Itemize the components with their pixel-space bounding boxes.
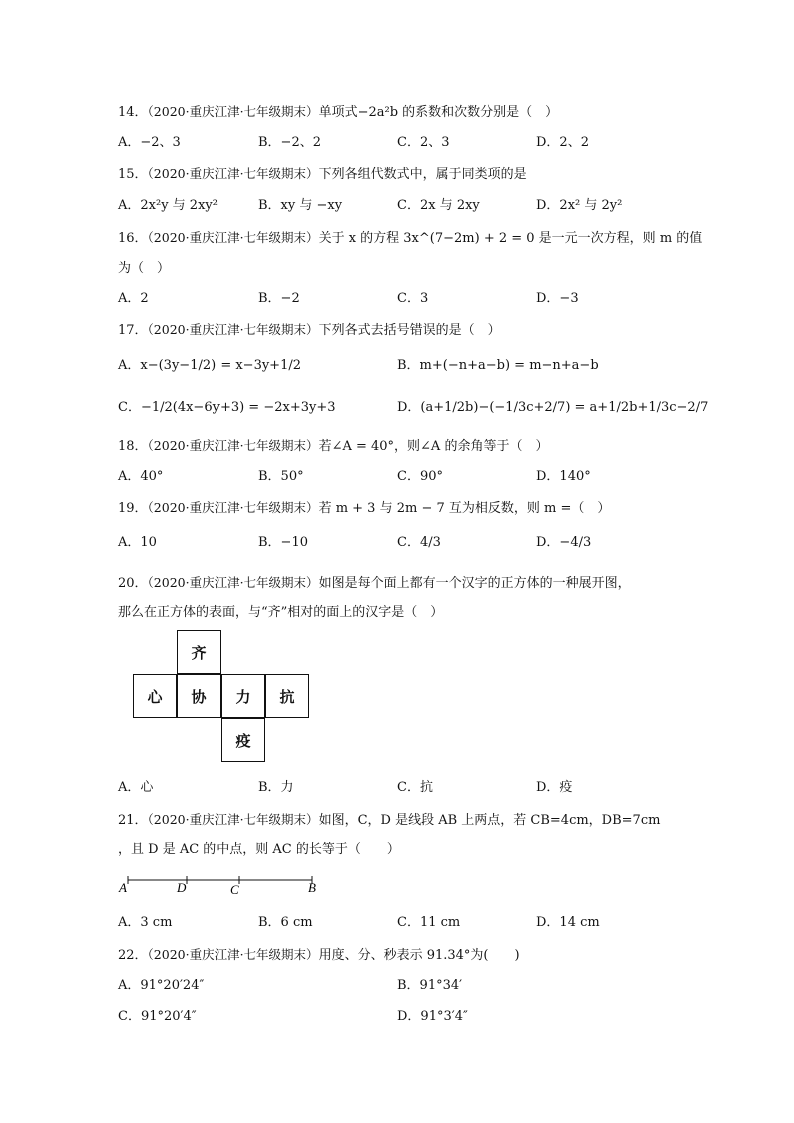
cube-face-top: 齐 — [177, 630, 221, 674]
question-source: （2020·重庆江津·七年级期末） — [147, 438, 319, 453]
option-a: A．2x²y 与 2xy² — [118, 198, 218, 213]
question-source: （2020·重庆江津·七年级期末） — [147, 166, 319, 181]
option-c: C．−1/2(4x−6y+3) = −2x+3y+3 — [118, 400, 336, 415]
question-number: 15． — [118, 167, 148, 182]
question-stem: 关于 x 的方程 3x^(7−2m) + 2 = 0 是一元一次方程，则 m 的值 — [318, 231, 703, 246]
question-number: 21． — [118, 813, 148, 828]
question-source: （2020·重庆江津·七年级期末） — [147, 500, 319, 515]
question-number: 18． — [118, 439, 148, 454]
question-source: （2020·重庆江津·七年级期末） — [147, 812, 319, 827]
question-stem: 若 m + 3 与 2m − 7 互为相反数，则 m =（ ） — [318, 501, 611, 516]
question-number: 14． — [118, 105, 148, 120]
question-source: （2020·重庆江津·七年级期末） — [147, 104, 319, 119]
question-18 — [118, 437, 548, 456]
question-15 — [118, 165, 527, 184]
question-stem: 单项式−2a²b 的系数和次数分别是（ ） — [318, 105, 559, 120]
cube-face-center-left: 协 — [177, 674, 221, 718]
option-c: C．2、3 — [397, 135, 450, 150]
question-number: 17． — [118, 323, 148, 338]
question-number: 16． — [118, 231, 148, 246]
option-b: B．6 cm — [258, 915, 313, 930]
point-label-d: D — [177, 880, 187, 895]
option-b: B．50° — [258, 469, 304, 484]
question-stem: 用度、分、秒表示 91.34°为( ) — [318, 948, 520, 963]
option-b: B．xy 与 −xy — [258, 198, 343, 213]
option-b: B．−10 — [258, 535, 308, 550]
option-d: D．140° — [536, 469, 591, 484]
question-number: 20． — [118, 576, 148, 591]
question-22 — [118, 946, 520, 965]
option-b: B．−2、2 — [258, 135, 321, 150]
option-b: B．力 — [258, 780, 294, 795]
question-19 — [118, 499, 610, 518]
question-source: （2020·重庆江津·七年级期末） — [147, 575, 319, 590]
question-stem-continued: 为（ ） — [118, 261, 171, 276]
question-14 — [118, 103, 558, 122]
option-c: C．2x 与 2xy — [397, 198, 480, 213]
point-label-a: A — [119, 880, 127, 895]
option-c: C．91°20′4″ — [118, 1009, 197, 1024]
question-number: 22． — [118, 948, 148, 963]
question-17 — [118, 321, 501, 340]
option-c: C．11 cm — [397, 915, 461, 930]
option-a: A．2 — [118, 291, 149, 306]
question-20 — [118, 574, 631, 593]
option-a: A．3 cm — [118, 915, 173, 930]
cube-face-center-right: 力 — [221, 674, 265, 718]
cube-face-left: 心 — [133, 674, 177, 718]
option-d: D．−3 — [536, 291, 579, 306]
option-c: C．抗 — [397, 780, 433, 795]
option-c: C．4/3 — [397, 535, 441, 550]
question-number: 19． — [118, 501, 148, 516]
question-stem: 下列各组代数式中，属于同类项的是 — [318, 167, 527, 182]
option-b: B．−2 — [258, 291, 300, 306]
option-d: D．−4/3 — [536, 535, 592, 550]
option-d: D．2、2 — [536, 135, 589, 150]
option-c: C．3 — [397, 291, 429, 306]
option-d: D．91°3′4″ — [397, 1009, 468, 1024]
segment-figure — [115, 870, 325, 900]
option-a: A．x−(3y−1/2) = x−3y+1/2 — [118, 358, 301, 373]
option-d: D．疫 — [536, 780, 573, 795]
question-stem-continued: ，且 D 是 AC 的中点，则 AC 的长等于（ ） — [118, 842, 400, 857]
question-source: （2020·重庆江津·七年级期末） — [147, 230, 319, 245]
question-21 — [118, 811, 660, 830]
question-source: （2020·重庆江津·七年级期末） — [147, 947, 319, 962]
option-d: D．2x² 与 2y² — [536, 198, 623, 213]
option-a: A．10 — [118, 535, 157, 550]
question-stem: 若∠A = 40°，则∠A 的余角等于（ ） — [318, 439, 549, 454]
question-source: （2020·重庆江津·七年级期末） — [147, 322, 319, 337]
point-label-c: C — [230, 882, 239, 897]
option-b: B．91°34′ — [397, 978, 463, 993]
option-a: A．心 — [118, 780, 154, 795]
question-16 — [118, 229, 702, 248]
point-label-b: B — [308, 880, 316, 895]
question-stem-continued: 那么在正方体的表面，与“齐”相对的面上的汉字是（ ） — [118, 605, 444, 620]
option-d: D．14 cm — [536, 915, 600, 930]
cube-face-bottom: 疫 — [221, 718, 265, 762]
option-a: A．−2、3 — [118, 135, 181, 150]
question-stem: 如图是每个面上都有一个汉字的正方体的一种展开图， — [318, 576, 631, 591]
option-a: A．40° — [118, 469, 164, 484]
option-b: B．m+(−n+a−b) = m−n+a−b — [397, 358, 599, 373]
cube-face-right: 抗 — [265, 674, 309, 718]
option-a: A．91°20′24″ — [118, 978, 205, 993]
option-d: D．(a+1/2b)−(−1/3c+2/7) = a+1/2b+1/3c−2/7 — [397, 400, 709, 415]
question-stem: 下列各式去括号错误的是（ ） — [318, 323, 501, 338]
question-stem: 如图，C，D 是线段 AB 上两点，若 CB=4cm，DB=7cm — [318, 813, 661, 828]
option-c: C．90° — [397, 469, 443, 484]
